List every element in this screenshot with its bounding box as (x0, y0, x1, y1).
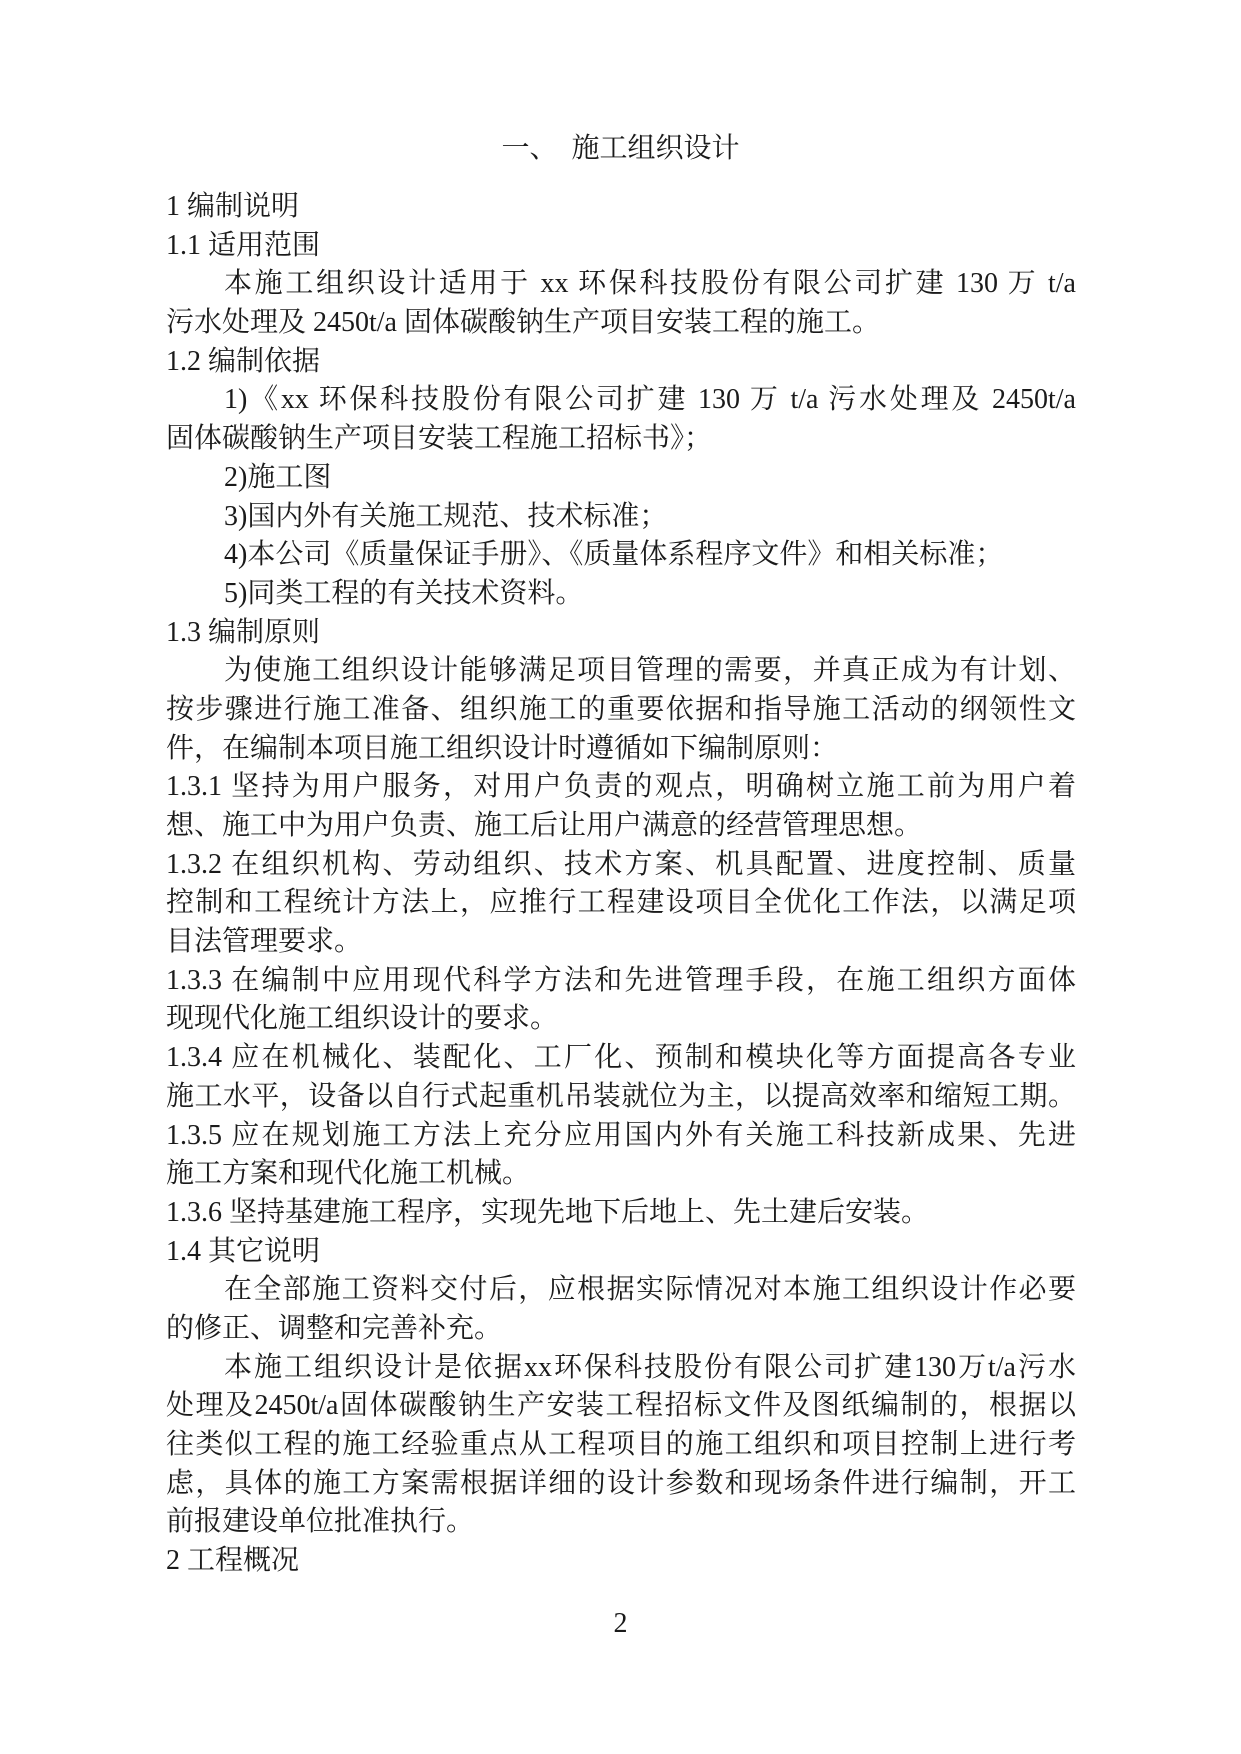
document-body (166, 188, 1076, 1581)
basis-item-line: 固体碳酸钠生产项目安装工程施工招标书》； (166, 423, 713, 455)
page-number: 2 (613, 1608, 628, 1639)
paragraph-line: 控制和工程统计方法上，应推行工程建设项目全优化工作法，以满足项 (166, 887, 1076, 919)
paragraph-line: 为使施工组织设计能够满足项目管理的需要，并真正成为有计划、 (224, 655, 1076, 687)
paragraph-scope (166, 265, 1076, 342)
basis-item (166, 381, 1076, 458)
paragraph-line: 目法管理要求。 (166, 926, 363, 958)
paragraph-line: 施工水平，设备以自行式起重机吊装就位为主，以提高效率和缩短工期。 (166, 1080, 1076, 1112)
paragraph-line: 虑，具体的施工方案需根据详细的设计参数和现场条件进行编制，开工 (166, 1467, 1076, 1499)
paragraph-line: 本施工组织设计适用于 xx 环保科技股份有限公司扩建 130 万 t/a (224, 268, 1076, 300)
paragraph-line: 件，在编制本项目施工组织设计时遵循如下编制原则： (166, 732, 839, 764)
basis-item: 3)国内外有关施工规范、技术标准； (224, 500, 668, 532)
basis-item: 4)本公司《质量保证手册》、《质量体系程序文件》和相关标准； (224, 539, 1004, 571)
paragraph-line: 本施工组织设计是依据xx环保科技股份有限公司扩建130万t/a污水 (224, 1351, 1076, 1383)
paragraph-principles-intro (166, 652, 1076, 768)
paragraph-line: 按步骤进行施工准备、组织施工的重要依据和指导施工活动的纲领性文 (166, 693, 1076, 725)
principle-item-5 (166, 1117, 1076, 1194)
basis-item: 5)同类工程的有关技术资料。 (224, 577, 584, 609)
principle-item-3 (166, 962, 1076, 1039)
section-heading-1: 1 编制说明 (166, 191, 300, 222)
principle-item-4 (166, 1039, 1076, 1116)
paragraph-line: 的修正、调整和完善补充。 (166, 1312, 503, 1344)
paragraph-line: 想、施工中为用户负责、施工后让用户满意的经营管理思想。 (166, 810, 923, 841)
section-heading-2: 2 工程概况 (166, 1545, 300, 1577)
paragraph-line: 施工方案和现代化施工机械。 (166, 1158, 531, 1190)
paragraph-other-1 (166, 1271, 1076, 1348)
principle-item-1 (166, 768, 1076, 845)
paragraph-line: 处理及2450t/a固体碳酸钠生产安装工程招标文件及图纸编制的，根据以 (166, 1390, 1076, 1422)
paragraph-line: 污水处理及 2450t/a 固体碳酸钠生产项目安装工程的施工。 (166, 307, 880, 339)
subsection-heading-principles: 1.3 编制原则 (166, 616, 321, 648)
principle-item-2 (166, 846, 1076, 962)
paragraph-line: 1.3.4 应在机械化、装配化、工厂化、预制和模块化等方面提高各专业 (166, 1042, 1076, 1074)
basis-item-line: 1)《xx 环保科技股份有限公司扩建 130 万 t/a 污水处理及 2450t/a (224, 384, 1076, 416)
paragraph-line: 1.3.1 坚持为用户服务，对用户负责的观点，明确树立施工前为用户着 (166, 771, 1076, 803)
paragraph-line: 前报建设单位批准执行。 (166, 1506, 475, 1538)
document-title: 一、 施工组织设计 (501, 133, 740, 164)
subsection-heading-basis: 1.2 编制依据 (166, 345, 321, 377)
paragraph-line: 往类似工程的施工经验重点从工程项目的施工组织和项目控制上进行考 (166, 1429, 1076, 1460)
paragraph-line: 1.3.5 应在规划施工方法上充分应用国内外有关施工科技新成果、先进 (166, 1119, 1076, 1151)
paragraph-line: 在全部施工资料交付后，应根据实际情况对本施工组织设计作必要 (224, 1274, 1076, 1306)
paragraph-other-2 (166, 1349, 1076, 1542)
principle-item-6: 1.3.6 坚持基建施工程序，实现先地下后地上、先土建后安装。 (166, 1196, 930, 1228)
paragraph-line: 1.3.3 在编制中应用现代科学方法和先进管理手段，在施工组织方面体 (166, 964, 1076, 996)
paragraph-line: 现现代化施工组织设计的要求。 (166, 1003, 559, 1035)
subsection-heading-other: 1.4 其它说明 (166, 1235, 321, 1267)
basis-item: 2)施工图 (224, 461, 332, 493)
basis-list (166, 381, 1076, 613)
subsection-heading-scope: 1.1 适用范围 (166, 229, 321, 261)
paragraph-line: 1.3.2 在组织机构、劳动组织、技术方案、机具配置、进度控制、质量 (166, 848, 1076, 880)
